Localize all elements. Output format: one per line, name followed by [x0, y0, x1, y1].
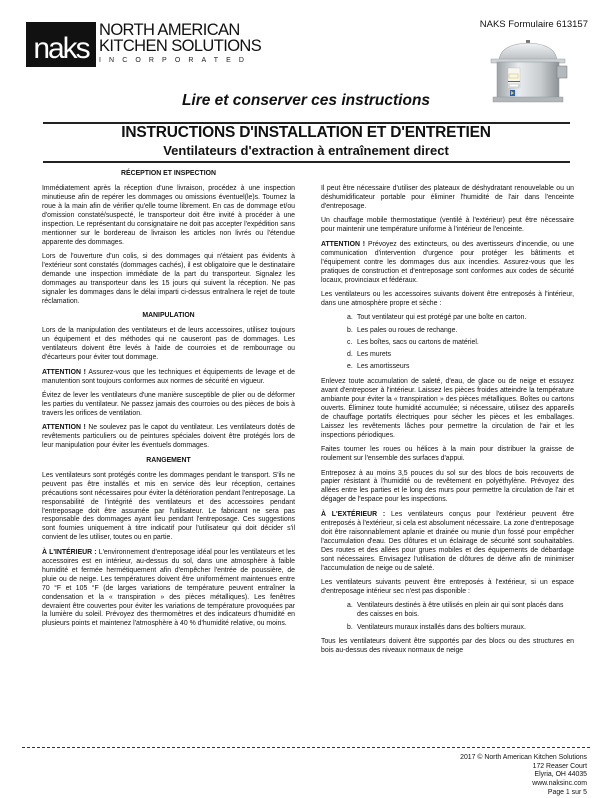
list-text: Les murets — [357, 350, 392, 358]
footer-city: Elyria, OH 44035 — [534, 771, 587, 779]
paragraph: Entreposez à au moins 3,5 pouces du sol sur des blocs de bois recouverts de papier résistant à l'humidité ou de revêtement en polyéthylène. Prévoyez des allées entre les parties et le long des murs pour permettre la circulation de l'air et dégager de l'espace pour les inspections. — [321, 469, 574, 504]
list-text: Les boîtes, sacs ou cartons de matériel. — [357, 338, 479, 346]
footer — [460, 754, 587, 798]
list-letter: a. — [347, 314, 353, 322]
left-column — [42, 170, 295, 635]
paragraph: Il peut être nécessaire d'utiliser des plateaux de déshydratant renouvelable ou un déshumidificateur portable pour éliminer l'humidité de l'air dans l'enceinte d'entreposage. — [321, 185, 574, 210]
section-heading-reception: RÉCEPTION ET INSPECTION — [121, 170, 216, 177]
indoor-storage-list — [321, 314, 574, 372]
list-letter: a. — [347, 602, 353, 610]
paragraph: Les ventilateurs suivants peuvent être entreposés à l'extérieur, si un espace d'entreposage intérieur sec n'est pas disponible : — [321, 579, 574, 595]
list-item — [341, 327, 574, 336]
paragraph: Les ventilateurs sont protégés contre les dommages pendant le transport. S'ils ne peuvent pas être installés et mis en service dès leur réception, certaines précautions sont nécessaires pour éviter la détérioration pendant l'entreposage. La responsabilité de l'intégrité des ventilateurs et des accessoires pendant l'entreposage doit être assumée par l'utilisateur. Le fabricant ne sera pas responsable des dommages ayant lieu pendant l'entreposage. Ces suggestions sont fournies uniquement à titre indicatif pour l'utilisateur qui doit décider s'il convient de les utiliser, toutes ou en partie. — [42, 471, 295, 542]
list-item — [341, 363, 574, 372]
warning-label: ATTENTION ! — [321, 240, 366, 248]
list-letter: e. — [347, 363, 353, 370]
outdoor-storage-list — [321, 602, 574, 632]
logo-mark: naks — [26, 22, 96, 67]
warning-label: ATTENTION ! — [42, 424, 86, 432]
warning-paragraph — [321, 241, 574, 286]
list-item — [341, 339, 574, 348]
warning-paragraph — [42, 369, 295, 387]
indoor-paragraph — [42, 549, 295, 630]
paragraph: Lors de la manipulation des ventilateurs et de leurs accessoires, utilisez toujours un équipement et des méthodes qui ne causeront pas de dommages. Les ventilateurs doivent être levés à l'aide de courroies et de rembourrage ou d'écarteurs pour éviter tout dommage. — [42, 327, 295, 362]
list-letter: b. — [347, 326, 353, 334]
list-letter: b. — [347, 623, 353, 631]
warning-text: Assurez-vous que les techniques et équipements de levage et de manutention sont toujours conformes aux normes de sécurité en vigueur. — [42, 368, 296, 385]
warning-text: Prévoyez des extincteurs, ou des avertisseurs d'incendie, ou une communication d'intervention d'urgence pour protéger les bâtiments et l'équipement contre les dommages dus aux incendies. Assurez-vous que les pratiques de construction et d'entreposage sont conformes aux codes de sécurité locaux, provinciaux et fédéraux. — [321, 240, 575, 284]
list-letter: d. — [347, 350, 353, 358]
list-text: Tout ventilateur qui est protégé par une boîte en carton. — [357, 314, 527, 322]
footer-copyright: 2017 © North American Kitchen Solutions — [460, 754, 587, 761]
outdoor-paragraph — [321, 511, 574, 574]
paragraph: Évitez de lever les ventilateurs d'une manière susceptible de plier ou de déformer les parties du ventilateur. Ne passez jamais des courroies ou des pièces de bois à travers les orifices de ventilation. — [42, 392, 295, 417]
paragraph: Les ventilateurs ou les accessoires suivants doivent être entreposés à l'intérieur, dans une atmosphère propre et sèche : — [321, 291, 574, 307]
list-text: Les amortisseurs — [357, 363, 410, 370]
footer-page-number: Page 1 sur 5 — [547, 788, 587, 796]
paragraph: Immédiatement après la réception d'une livraison, procédez à une inspection minutieuse afin de repérer les dommages ou omissions éventuel(le)s. Tournez la roue à la main afin de vérifier qu'elle tourne librement. En cas de dommage et/ou d'omission constaté/suspecté, le transporteur doit être invité à procéder à une inspection. Le représentant du consignataire ne doit pas accepter l'expédition sans mentionner sur le bordereau de livraison les articles non livrés ou l'étendue apparente des dommages. — [42, 184, 295, 246]
title-rule-bottom — [43, 161, 570, 163]
paragraph: Enlevez toute accumulation de saleté, d'eau, de glace ou de neige et essuyez avant d'entreposer à l'intérieur. Laissez les pièces froides atteindre la température ambiante pour éviter la « transpiration » des pièces métalliques. Boîtes ou cartons ouverts. Éliminez toute humidité accumulée; si nécessaire, utilisez des appareils de chauffage portatifs électriques pour sécher les pièces et les emballages. Laissez les revêtements lâches pour permettre la circulation de l'air et les inspections périodiques. — [321, 377, 574, 439]
list-text: Ventilateurs muraux installés dans des boîtiers muraux. — [357, 623, 526, 631]
section-manipulation — [42, 312, 295, 451]
outdoor-label: À L'EXTÉRIEUR : — [321, 510, 386, 518]
list-item — [341, 351, 574, 360]
form-number: NAKS Formulaire 613157 — [479, 19, 588, 30]
logo-wordmark — [99, 22, 261, 68]
warning-paragraph — [42, 424, 295, 451]
logo-line-1: NORTH AMERICAN — [99, 21, 240, 39]
outdoor-text: Les ventilateurs conçus pour l'extérieur peuvent être entreposés à l'extérieur, si cela est absolument nécessaire. La zone d'entreposage doit être raisonnablement aplanie et drainée ou munie d'un fossé pour empêcher l'accumulation d'eau. Des clôtures et un éclairage de sécurité sont souhaitables. Des routes et des allées pour grues mobiles et des équipements de débardage sont nécessaires. Envisagez l'utilisation de clôtures de dérive afin de minimiser l'accumulation de neige ou de saleté. — [321, 510, 574, 572]
list-letter: c. — [347, 338, 353, 346]
paragraph: Faites tourner les roues ou hélices à la main pour distribuer la graisse de roulement sur l'ensemble des surfaces d'appui. — [321, 446, 574, 463]
indoor-text: L'environnement d'entreposage idéal pour les ventilateurs et les accessoires est en intérieur, au-dessus du sol, dans une atmosphère à faible humidité et fermée hermétiquement afin d'empêcher l'entrée de poussière, de pluie ou de neige. Les températures doivent être uniformément maintenues entre 70 °F et 105 °F (de larges variations de température peuvent entraîner la condensation et la « transpiration » des pièces métalliques). Les fenêtres devraient être couvertes pour éviter les variations de température provoquées par la lumière du soleil. Prévoyez des thermomètres et des indicateurs d'humidité en plusieurs points et maintenez l'atmosphère à 40 % d'humidité relative, ou moins. — [42, 548, 295, 628]
paragraph: Tous les ventilateurs doivent être supportés par des blocs ou des structures en bois au-dessus des niveaux normaux de neige — [321, 638, 574, 655]
footer-street: 172 Reaser Court — [532, 762, 587, 770]
section-reception — [42, 170, 295, 307]
warning-label: ATTENTION ! — [42, 368, 86, 376]
footer-divider — [22, 747, 590, 748]
section-heading-manipulation: MANIPULATION — [142, 312, 195, 320]
indoor-label: À L'INTÉRIEUR : — [42, 548, 97, 556]
list-item — [341, 624, 574, 633]
subtitle: Lire et conserver ces instructions — [181, 92, 431, 109]
list-text: Les pales ou roues de rechange. — [357, 326, 458, 334]
right-column — [321, 185, 574, 662]
logo-line-2: KITCHEN SOLUTIONS — [99, 37, 262, 55]
logo-line-3: INCORPORATED — [99, 57, 253, 64]
section-rangement — [42, 457, 295, 630]
list-item — [341, 314, 574, 323]
section-heading-rangement: RANGEMENT — [146, 456, 191, 464]
sub-heading: Ventilateurs d'extraction à entraînement direct — [163, 143, 449, 158]
warning-text: Ne soulevez pas le capot du ventilateur. Les ventilateurs dotés de revêtements particuliers ou de peintures spéciales doivent être protégés lors de leur manipulation pour éviter les éventuels dommages. — [42, 424, 295, 450]
company-logo — [26, 22, 261, 68]
footer-website[interactable]: www.naksinc.com — [532, 780, 587, 788]
paragraph: Un chauffage mobile thermostatique (ventilé à l'extérieur) peut être nécessaire pour maintenir une température uniforme à l'intérieur de l'enceinte. — [321, 217, 574, 234]
list-text: Ventilateurs destinés à être utilisés en plein air qui sont placés dans des caisses en bois. — [357, 602, 564, 619]
main-title: INSTRUCTIONS D'INSTALLATION ET D'ENTRETIEN — [121, 124, 491, 141]
paragraph: Lors de l'ouverture d'un colis, si des dommages qui n'étaient pas évidents à l'extérieur sont constatés (dommages cachés), il est obligatoire que le destinataire demande une inspection immédiate de la part du transporteur. Signalez les dommages au transporteur dans les 15 jours qui suivent la réception. Ne pas signaler les dommages dans le délai imparti ci-dessus entraînera le rejet de toute réclamation. — [42, 253, 295, 305]
list-item — [341, 602, 574, 620]
